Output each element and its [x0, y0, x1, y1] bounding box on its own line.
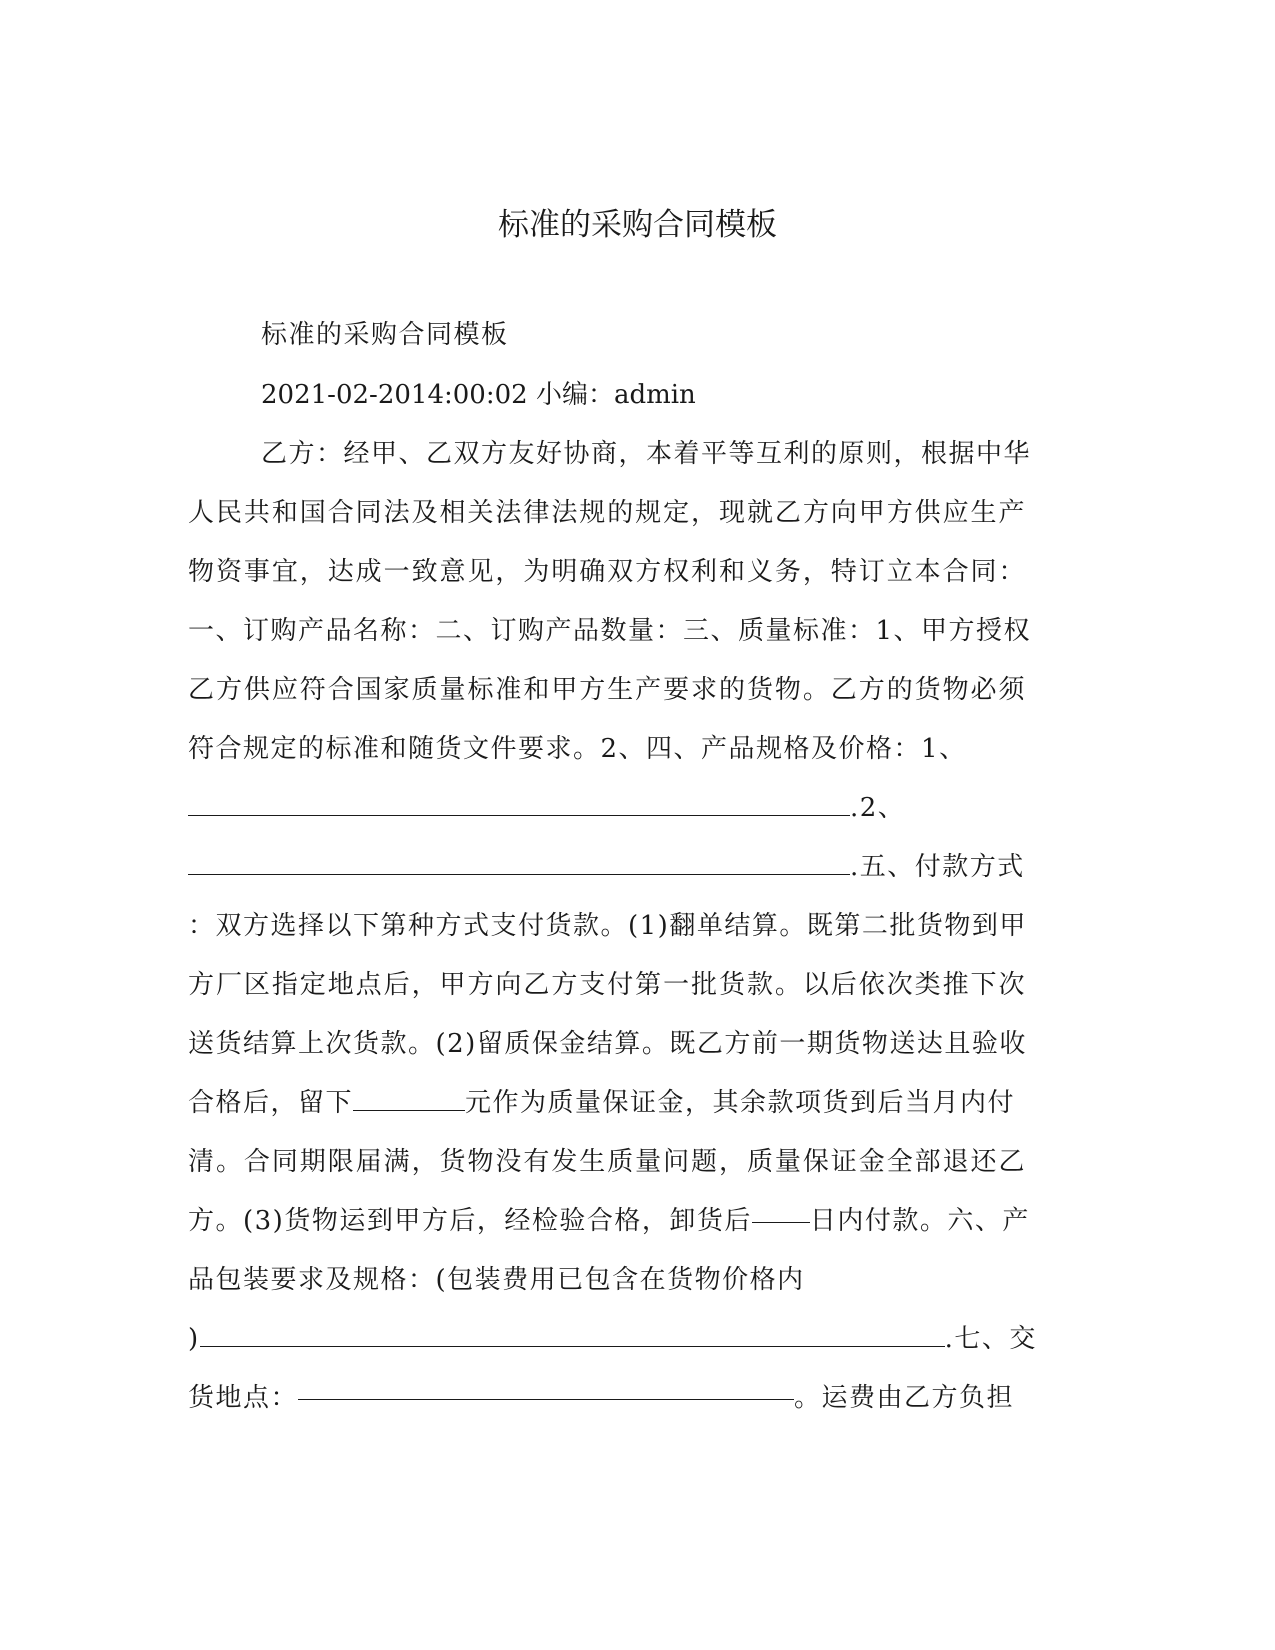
body-line-17-tail: 。运费由乙方负担 — [794, 1383, 1015, 1413]
body-line-16 — [188, 1322, 1068, 1356]
body-line-11: 送货结算上次货款。(2)留质保金结算。既乙方前一期货物送达且验收 — [188, 1029, 1027, 1059]
body-line-14 — [188, 1204, 1068, 1238]
body-line-15: 品包装要求及规格：(包装费用已包含在货物价格内 — [188, 1265, 805, 1295]
fill-dash — [752, 1222, 810, 1223]
fill-blank — [188, 850, 850, 875]
body-line-7 — [188, 791, 1068, 825]
meta-line: 2021-02-2014:00:02 小编：admin — [261, 380, 696, 410]
body-line-17-head: 货地点： — [188, 1383, 299, 1413]
body-line-3: 物资事宜，达成一致意见，为明确双方权利和义务，特订立本合同： — [188, 557, 1026, 587]
body-line-8-tail: .五、付款方式 — [850, 852, 1025, 882]
body-line-17 — [188, 1381, 1068, 1415]
fill-blank — [353, 1086, 465, 1111]
body-line-14-tail: 日内付款。六、产 — [809, 1206, 1030, 1236]
body-line-12-tail: 元作为质量保证金，其余款项货到后当月内付 — [465, 1088, 1016, 1118]
body-line-16-head: ) — [188, 1324, 200, 1354]
body-line-13: 清。合同期限届满，货物没有发生质量问题，质量保证金全部退还乙 — [188, 1147, 1026, 1177]
body-line-9: ：双方选择以下第种方式支付货款。(1)翻单结算。既第二批货物到甲 — [188, 911, 1027, 941]
body-line-5: 乙方供应符合国家质量标准和甲方生产要求的货物。乙方的货物必须 — [188, 675, 1026, 705]
body-line-14-head: 方。(3)货物运到甲方后，经检验合格，卸货后 — [188, 1206, 752, 1236]
body-line-10: 方厂区指定地点后，甲方向乙方支付第一批货款。以后依次类推下次 — [188, 970, 1026, 1000]
body-line-1: 乙方：经甲、乙双方友好协商，本着平等互利的原则，根据中华 — [261, 439, 1032, 469]
body-line-2: 人民共和国合同法及相关法律法规的规定，现就乙方向甲方供应生产 — [188, 498, 1026, 528]
fill-blank — [188, 791, 850, 816]
subtitle: 标准的采购合同模板 — [261, 320, 509, 350]
body-line-4: 一、订购产品名称：二、订购产品数量：三、质量标准：1、甲方授权 — [188, 616, 1032, 646]
body-line-12-head: 合格后，留下 — [188, 1088, 354, 1118]
body-line-7-tail: .2、 — [850, 793, 906, 823]
body-line-8 — [188, 850, 1068, 884]
body-line-16-tail: .七、交 — [944, 1324, 1037, 1354]
document-title: 标准的采购合同模板 — [498, 207, 777, 243]
fill-blank — [200, 1322, 945, 1347]
body-line-12 — [188, 1086, 1068, 1120]
body-line-6: 符合规定的标准和随货文件要求。2、四、产品规格及价格：1、 — [188, 734, 967, 764]
fill-dash — [298, 1399, 794, 1400]
